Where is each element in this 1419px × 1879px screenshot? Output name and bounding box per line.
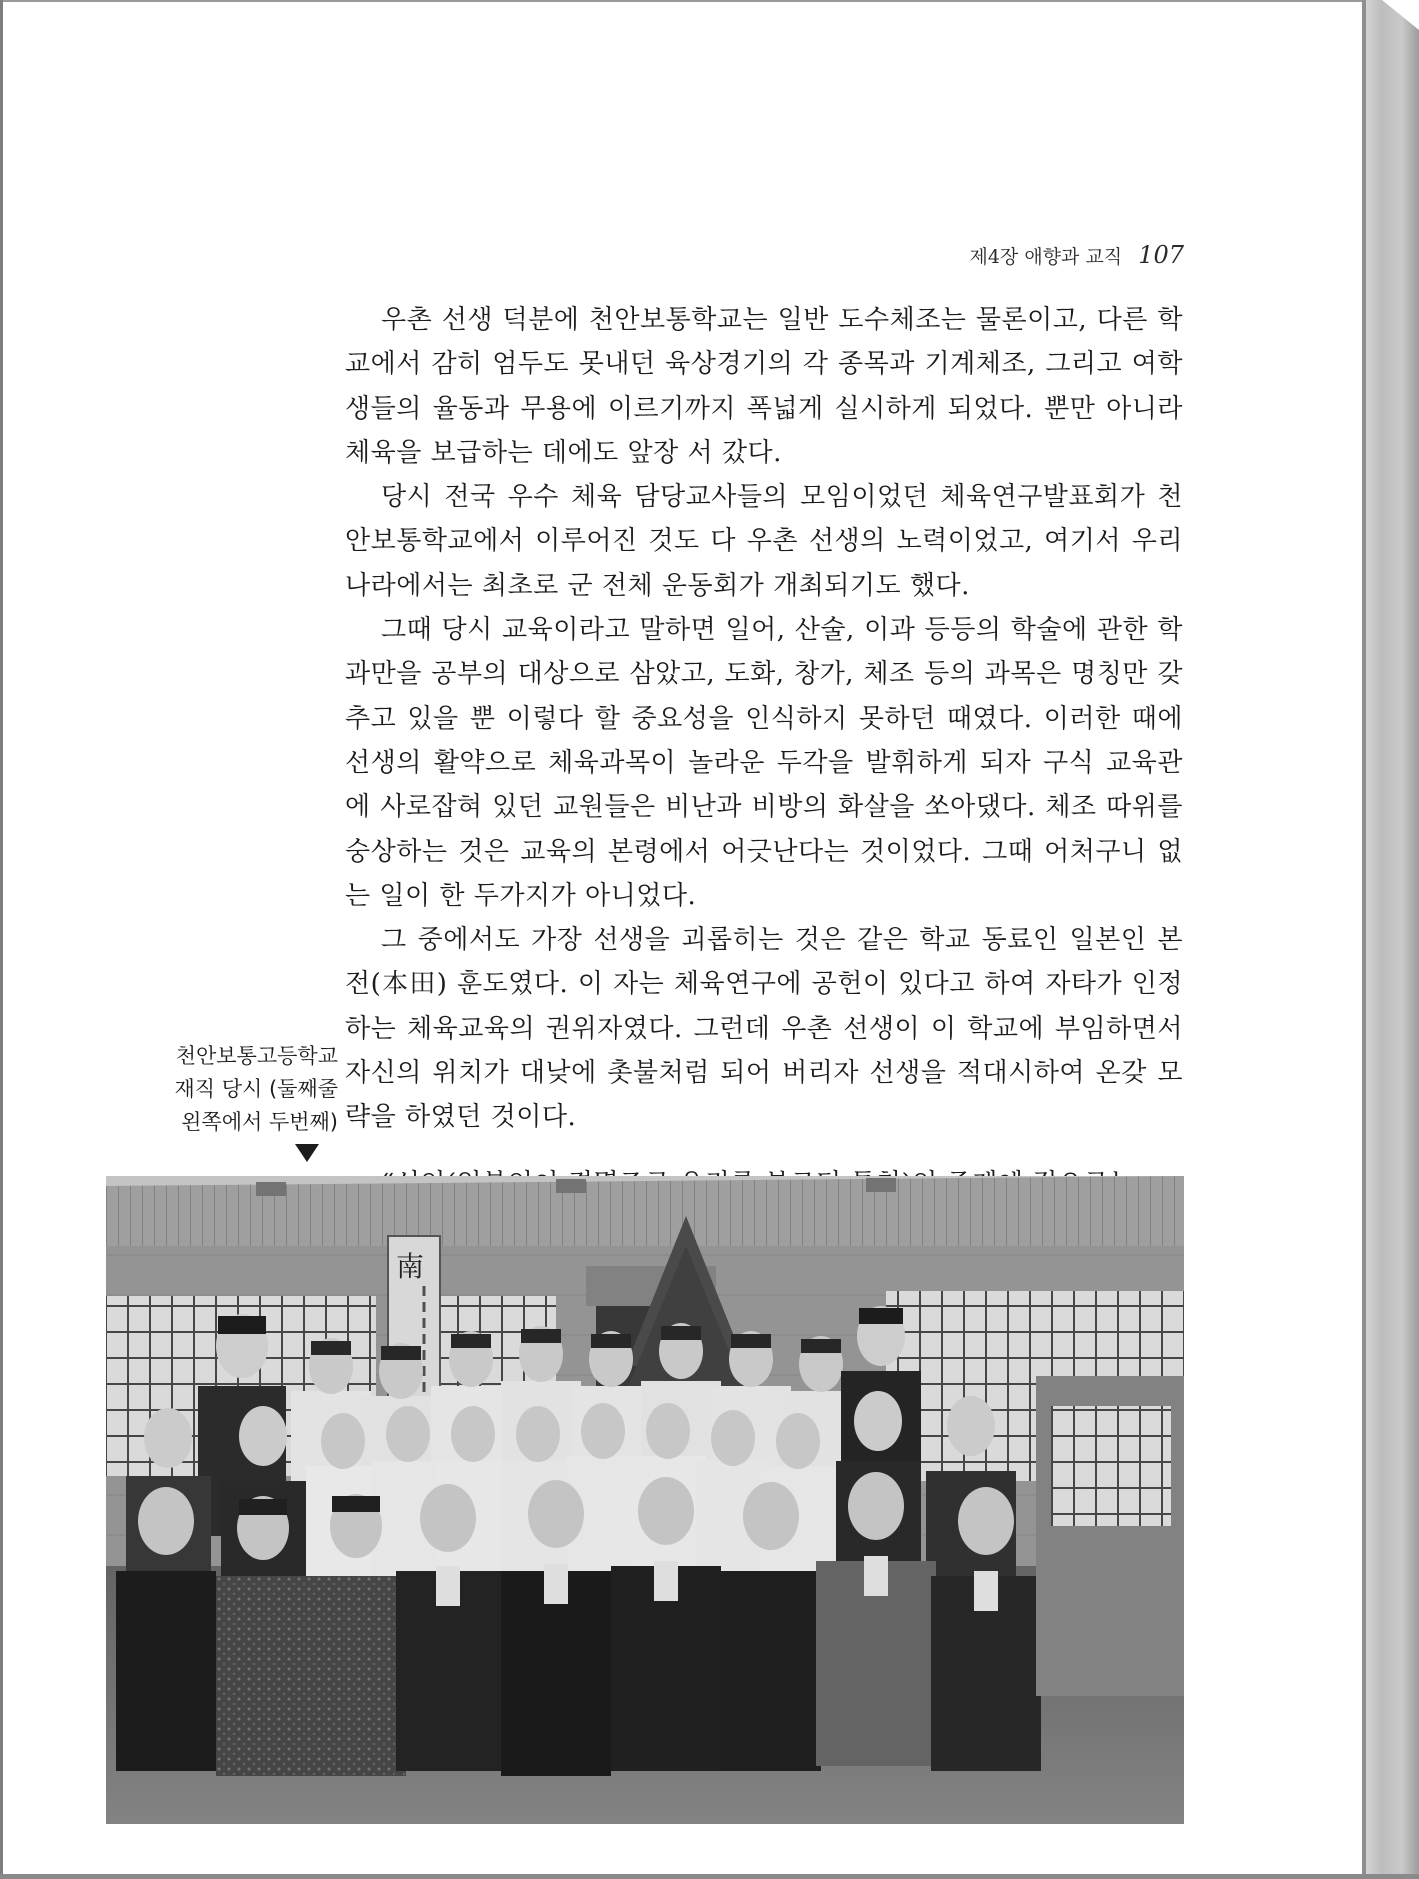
book-page-stack — [1362, 0, 1419, 1879]
photo-caption — [140, 1040, 338, 1139]
running-header — [969, 241, 1184, 269]
chapter-title: 제4장 애향과 교직 — [969, 246, 1123, 268]
page-number: 107 — [1138, 241, 1184, 269]
page-bottom-edge — [0, 1874, 1419, 1879]
paragraph-4: 그 중에서도 가장 선생을 괴롭히는 것은 같은 학교 동료인 일본인 본전(本田) 훈도였다. 이 자는 체육연구에 공헌이 있다고 하여 자타가 인정하는 체육교육의 권위자였다. 그런데 우촌 선생이 이 학교에 부임하면서 자신의 위치가 대낮에 촛불처럼 되어 버리자 선생을 적대시하여 온갖 모략을 하였던 것이다. — [345, 925, 1183, 1133]
group-photo — [106, 1176, 1184, 1824]
paragraph-3: 그때 당시 교육이라고 말하면 일어, 산술, 이과 등등의 학술에 관한 학과만을 공부의 대상으로 삼았고, 도화, 창가, 체조 등의 과목은 명칭만 갖추고 있을 뿐 이렇다 할 중요성을 인식하지 못하던 때였다. 이러한 때에 선생의 활약으로 체육과목이 놀라운 두각을 발휘하게 되자 구식 교육관에 사로잡혀 있던 교원들은 비난과 비방의 화살을 쏘아댔다. 체조 따위를 숭상하는 것은 교육의 본령에서 어긋난다는 것이었다. 그때 어처구니 없는 일이 한 두가지가 아니었다. — [345, 615, 1183, 911]
paragraph-1: 우촌 선생 덕분에 천안보통학교는 일반 도수체조는 물론이고, 다른 학교에서 감히 엄두도 못내던 육상경기의 각 종목과 기계체조, 그리고 여학생들의 율동과 무용에 이르기까지 폭넓게 실시하게 되었다. 뿐만 아니라 체육을 보급하는 데에도 앞장 서 갔다. — [345, 305, 1183, 468]
page-stack-shadow — [1362, 0, 1366, 1879]
paragraph-2: 당시 전국 우수 체육 담당교사들의 모임이었던 체육연구발표회가 천안보통학교에서 이루어진 것도 다 우촌 선생의 노력이었고, 여기서 우리나라에서는 최초로 군 전체 운동회가 개최되기도 했다. — [345, 482, 1183, 601]
caption-line-1: 천안보통고등학교 — [175, 1044, 338, 1068]
signboard-char: 南 — [396, 1250, 425, 1283]
caption-line-2: 재직 당시 (둘째줄 — [174, 1077, 338, 1101]
page-left-edge — [0, 0, 3, 1879]
group-photo-illustration — [106, 1176, 1184, 1824]
caption-line-3: 왼쪽에서 두번째) — [181, 1110, 338, 1134]
page-top-edge — [0, 0, 1362, 2]
body-text — [345, 298, 1183, 1206]
caption-arrow-icon — [295, 1144, 319, 1162]
